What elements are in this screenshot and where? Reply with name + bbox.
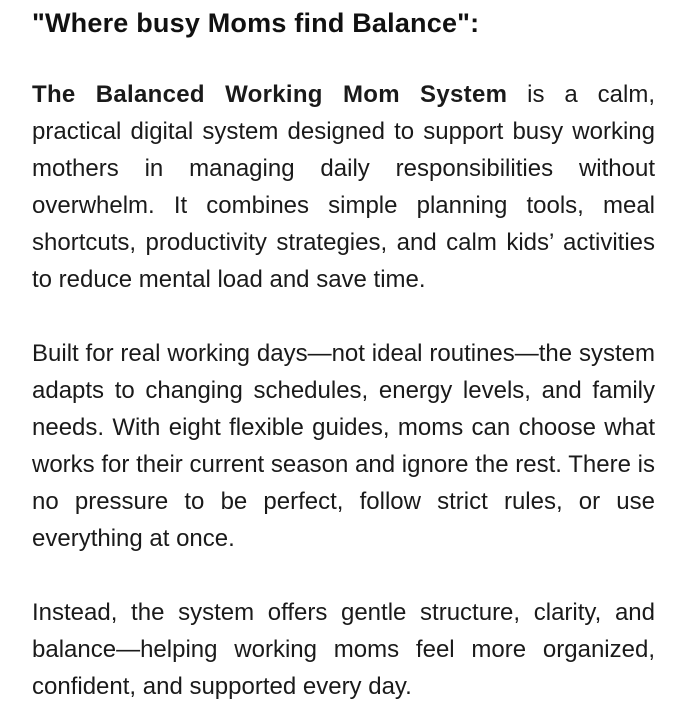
document-body [32, 0, 655, 705]
page-heading: "Where busy Moms find Balance": [32, 8, 480, 38]
intro-paragraph-text: is a calm, practical digital system designed to support busy working mothers in managing daily responsibilities without overwhelm. It combines simple planning tools, meal shortcuts, productivity strategies, and calm kids’ activities to reduce mental load and save time. [32, 81, 655, 293]
intro-paragraph [32, 76, 655, 298]
system-name: The Balanced Working Mom System [32, 81, 508, 108]
flexibility-paragraph: Built for real working days—not ideal routines—the system adapts to changing schedules, energy levels, and family needs. With eight flexible guides, moms can choose what works for their current season and ignore the rest. There is no pressure to be perfect, follow strict rules, or use everything at once. [32, 340, 655, 552]
closing-paragraph: Instead, the system offers gentle structure, clarity, and balance—helping working moms feel more organized, confident, and supported every day. [32, 599, 655, 700]
